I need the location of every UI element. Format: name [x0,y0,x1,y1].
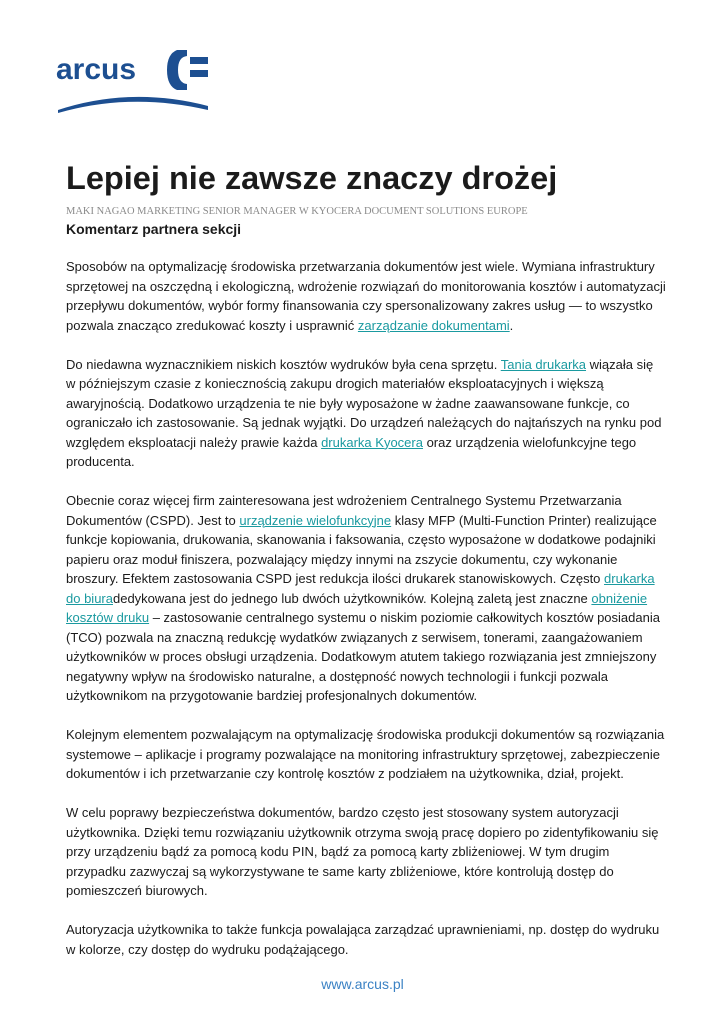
link-drukarka-do-biura[interactable]: drukarka do biura [66,571,655,606]
link-urzadzenie-wielofunkcyjne[interactable]: urządzenie wielofunkcyjne [239,512,392,528]
link-obnizenie-kosztow-druku[interactable]: obniżenie kosztów druku [66,590,648,625]
footer-url[interactable]: www.arcus.pl [321,976,404,992]
link-tania-drukarka[interactable]: Tania drukarka [500,356,587,372]
article-byline: MAKI NAGAO MARKETING SENIOR MANAGER W KYOCERA DOCUMENT SOLUTIONS EUROPE [66,206,528,217]
logo-swoosh [58,97,208,113]
article-title: Lepiej nie zawsze znaczy drożej [66,160,558,196]
paragraph-3: Obecnie coraz więcej firm zainteresowana jest wdrożeniem Centralnego Systemu Przetwarzania Dokumentów (CSPD). Jest to urządzenie wielofunkcyjne klasy MFP (Multi-Function Printer) realizujące funkcje kopiowania, drukowania, skanowania i faksowania, często wyposażone w dodatkowe podajniki papieru oraz moduł finiszera, pozwalający między innymi na zszycie dokumentu, czy wykonanie broszury. Efektem zastosowania CSPD jest redukcja ilości drukarek stanowiskowych. Często drukarka do biuradedykowana jest do jednego lub dwóch użytkowników. Kolejną zaletą jest znaczne obniżenie kosztów druku – zastosowanie centralnego systemu o niskim poziomie całkowitych kosztów posiadania (TCO) pozwala na znaczną redukcję wydatków związanych z serwisem, tonerami, zaangażowaniem użytkowników w proces obsługi urządzenia. Dodatkowym atutem takiego rozwiązania jest zmniejszony negatywny wpływ na środowisko naturalne, a dostępność nowych technologii i funkcji pozwala użytkownikom na przygotowanie bardziej profesjonalnych dokumentów. [66,493,660,703]
logo-emblem-icon [167,50,208,90]
article-body [66,257,666,979]
link-drukarka-kyocera[interactable]: drukarka Kyocera [321,434,423,450]
link-zarzadzanie-dokumentami[interactable]: zarządzanie dokumentami [357,317,510,333]
article-subtitle: Komentarz partnera sekcji [66,221,242,237]
paragraph-4: Kolejnym elementem pozwalającym na optymalizację środowiska produkcji dokumentów są rozwiązania systemowe – aplikacje i programy pozwalające na monitoring infrastruktury sprzętowej, zabezpieczenie dokumentów i ich przetwarzanie czy kontrolę kosztów z podziałem na użytkownika, dział, projekt. [66,727,665,781]
logo-wordmark: arcus [56,53,137,86]
arcus-logo [56,46,212,114]
paragraph-1: Sposobów na optymalizację środowiska przetwarzania dokumentów jest wiele. Wymiana infrastruktury sprzętowej na oszczędną i ekologiczną, wdrożenie rozwiązań do monitorowania kosztów i automatyzacji przepływu dokumentów, wybór formy finansowania czy spersonalizowany zakres usług — to wszystko pozwala znacząco zredukować koszty i usprawnić zarządzanie dokumentami. [66,259,666,333]
paragraph-6: Autoryzacja użytkownika to także funkcja powalająca zarządzać uprawnieniami, np. dostęp do wydruku w kolorze, czy dostęp do wydruku podążającego. [66,922,660,957]
paragraph-5: W celu poprawy bezpieczeństwa dokumentów, bardzo często jest stosowany system autoryzacji użytkownika. Dzięki temu rozwiązaniu użytkownik otrzyma swoją pracę dopiero po zidentyfikowaniu się przy urządzeniu bądź za pomocą kodu PIN, bądź za pomocą karty zbliżeniowej. W tym drugim przypadku zazwyczaj są wykorzystywane te same karty zbliżeniowe, które kontrolują dostęp do pomieszczeń biurowych. [66,805,659,898]
paragraph-2: Do niedawna wyznacznikiem niskich kosztów wydruków była cena sprzętu. Tania drukarka wiązała się w późniejszym czasie z koniecznością zakupu drogich materiałów eksploatacyjnych i większą awaryjnością. Dodatkowo urządzenia te nie były wyposażone w żadne zaawansowane funkcje, co ograniczało ich zastosowanie. Są jednak wyjątki. Do urządzeń należących do najtańszych na rynku pod względem eksploatacji należy prawie każda drukarka Kyocera oraz urządzenia wielofunkcyjne tego producenta. [66,356,662,469]
